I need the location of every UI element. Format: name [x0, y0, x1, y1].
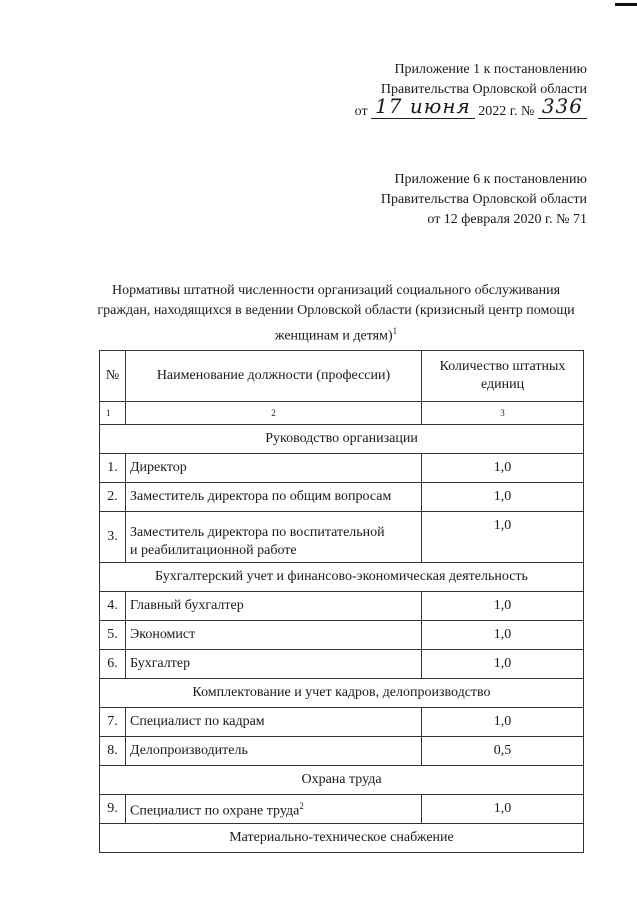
table-row — [100, 592, 584, 621]
annex-current-year: 2022 г. № — [478, 104, 535, 119]
annex-current-line1: Приложение 1 к постановлению — [394, 62, 587, 77]
annex-current-block — [257, 60, 587, 122]
row-position — [126, 795, 422, 824]
row-position: Делопроизводитель — [126, 737, 422, 766]
row-number: 6. — [100, 650, 126, 679]
row-position: Директор — [126, 454, 422, 483]
section-row — [100, 425, 584, 454]
staffing-table — [99, 350, 584, 853]
header-position: Наименование должности (профессии) — [126, 351, 422, 402]
column-number: 3 — [422, 402, 584, 425]
row-position — [126, 512, 422, 563]
annex-original-line2: Правительства Орловской области — [380, 192, 587, 207]
table-row — [100, 512, 584, 563]
annex-original-line1: Приложение 6 к постановлению — [394, 172, 587, 187]
table-row — [100, 454, 584, 483]
row-quantity: 1,0 — [422, 454, 584, 483]
document-title — [86, 281, 586, 347]
row-position-text: Специалист по охране труда — [130, 803, 300, 819]
table-row — [100, 621, 584, 650]
row-position: Экономист — [126, 621, 422, 650]
section-title: Комплектование и учет кадров, делопроизводство — [100, 679, 584, 708]
section-row — [100, 824, 584, 853]
title-footnote-mark: 1 — [392, 326, 398, 336]
row-quantity: 1,0 — [422, 512, 584, 563]
row-number: 9. — [100, 795, 126, 824]
row-quantity: 1,0 — [422, 592, 584, 621]
section-title: Материально-техническое снабжение — [100, 824, 584, 853]
row-footnote-mark: 2 — [299, 801, 304, 812]
row-quantity: 1,0 — [422, 483, 584, 512]
header-quantity: Количество штатных единиц — [422, 351, 584, 402]
row-position: Главный бухгалтер — [126, 592, 422, 621]
document-title-text: Нормативы штатной численности организаций социального обслуживания граждан, находящихся в ведении Орловской области (кризисный центр помощи женщинам и детям) — [97, 283, 575, 344]
row-number: 5. — [100, 621, 126, 650]
annex-current-date-line — [257, 94, 587, 122]
row-position: Бухгалтер — [126, 650, 422, 679]
annex-current-line2: Правительства Орловской области — [380, 82, 587, 97]
row-number: 3. — [100, 512, 126, 563]
row-position: Заместитель директора по общим вопросам — [126, 483, 422, 512]
table-row — [100, 737, 584, 766]
row-number: 2. — [100, 483, 126, 512]
row-position-line: Заместитель директора по воспитательной — [130, 525, 385, 540]
column-number-row — [100, 402, 584, 425]
annex-original-line3: от 12 февраля 2020 г. № 71 — [427, 212, 587, 227]
section-title: Бухгалтерский учет и финансово-экономическая деятельность — [100, 563, 584, 592]
column-number: 1 — [100, 402, 126, 425]
header-number: № — [100, 351, 126, 402]
section-row — [100, 766, 584, 795]
section-title: Охрана труда — [100, 766, 584, 795]
row-position: Специалист по кадрам — [126, 708, 422, 737]
table-row — [100, 795, 584, 824]
row-quantity: 1,0 — [422, 621, 584, 650]
corner-scan-mark — [615, 3, 637, 6]
handwritten-number: 336 — [541, 94, 583, 118]
annex-current-number-field — [538, 94, 587, 119]
annex-original-block — [257, 170, 587, 230]
annex-current-prefix: от — [354, 104, 368, 119]
section-title: Руководство организации — [100, 425, 584, 454]
section-row — [100, 679, 584, 708]
row-number: 7. — [100, 708, 126, 737]
annex-current-date-field — [371, 94, 475, 119]
row-quantity: 1,0 — [422, 708, 584, 737]
row-quantity: 1,0 — [422, 795, 584, 824]
row-number: 1. — [100, 454, 126, 483]
row-quantity: 1,0 — [422, 650, 584, 679]
table-header-row — [100, 351, 584, 402]
row-quantity: 0,5 — [422, 737, 584, 766]
row-number: 8. — [100, 737, 126, 766]
section-row — [100, 563, 584, 592]
handwritten-date: 17 июня — [375, 94, 471, 118]
column-number: 2 — [126, 402, 422, 425]
row-position-line: и реабилитационной работе — [130, 543, 297, 558]
table-row — [100, 650, 584, 679]
table-row — [100, 708, 584, 737]
table-row — [100, 483, 584, 512]
row-number: 4. — [100, 592, 126, 621]
